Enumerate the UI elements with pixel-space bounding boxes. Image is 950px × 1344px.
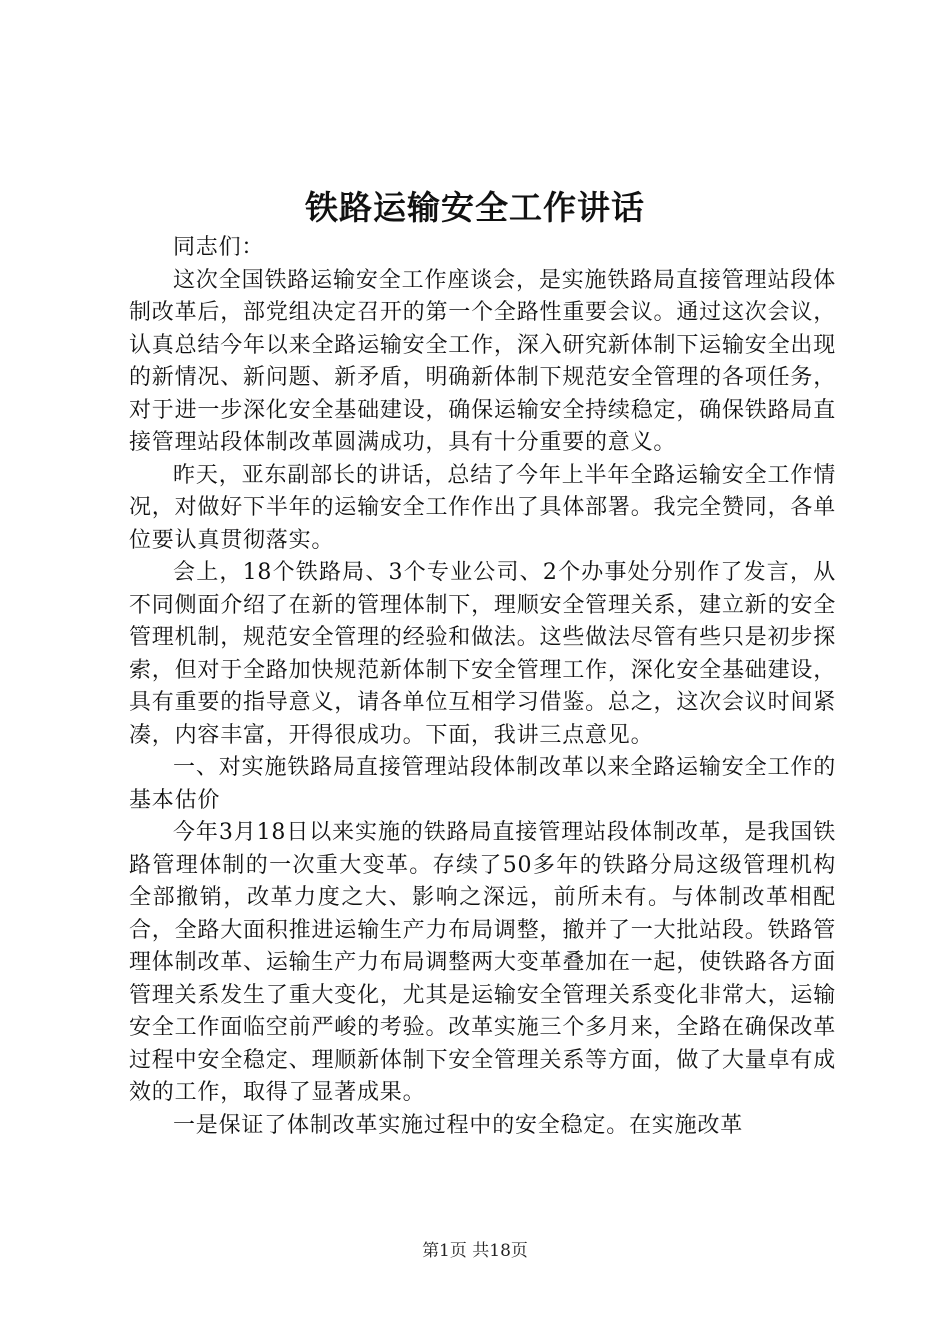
page-footer: 第1页 共18页 [422, 1241, 528, 1261]
paragraph-intro: 这次全国铁路运输安全工作座谈会，是实施铁路局直接管理站段体制改革后，部党组决定召开的第一个全路性重要会议。通过这次会议，认真总结今年以来全路运输安全工作，深入研究新体制下运输安全出现的新情况、新问题、新矛盾，明确新体制下规范安全管理的各项任务，对于进一步深化安全基础建设，确保运输安全持续稳定，确保铁路局直接管理站段体制改革圆满成功，具有十分重要的意义。 [129, 267, 836, 455]
paragraph-meeting: 会上，18个铁路局、3个专业公司、2个办事处分别作了发言，从不同侧面介绍了在新的管理体制下，理顺安全管理关系，建立新的安全管理机制，规范安全管理的经验和做法。这些做法尽管有些只是初步探索，但对于全路加快规范新体制下安全管理工作，深化安全基础建设，具有重要的指导意义，请各单位互相学习借鉴。总之，这次会议时间紧凑，内容丰富，开得很成功。下面，我讲三点意见。 [129, 560, 836, 748]
paragraph-salutation: 同志们： [173, 235, 265, 260]
document-body [129, 232, 836, 1142]
paragraph-reform: 今年3月18日以来实施的铁路局直接管理站段体制改革，是我国铁路管理体制的一次重大变革。存续了50多年的铁路分局这级管理机构全部撤销，改革力度之大、影响之深远，前所未有。与体制改革相配合，全路大面积推进运输生产力布局调整，撤并了一大批站段。铁路管理体制改革、运输生产力布局调整两大变革叠加在一起，使铁路各方面管理关系发生了重大变化，尤其是运输安全管理关系变化非常大，运输安全工作面临空前严峻的考验。改革实施三个多月来，全路在确保改革过程中安全稳定、理顺新体制下安全管理关系等方面，做了大量卓有成效的工作，取得了显著成果。 [129, 820, 836, 1105]
paragraph-point-1: 一是保证了体制改革实施过程中的安全稳定。在实施改革 [173, 1112, 744, 1138]
paragraph-yesterday: 昨天，亚东副部长的讲话，总结了今年上半年全路运输安全工作情况，对做好下半年的运输安全工作作出了具体部署。我完全赞同，各单位要认真贯彻落实。 [129, 462, 836, 553]
document-title: 铁路运输安全工作讲话 [305, 188, 645, 227]
section-heading-1: 一、对实施铁路局直接管理站段体制改革以来全路运输安全工作的基本估价 [129, 755, 836, 813]
